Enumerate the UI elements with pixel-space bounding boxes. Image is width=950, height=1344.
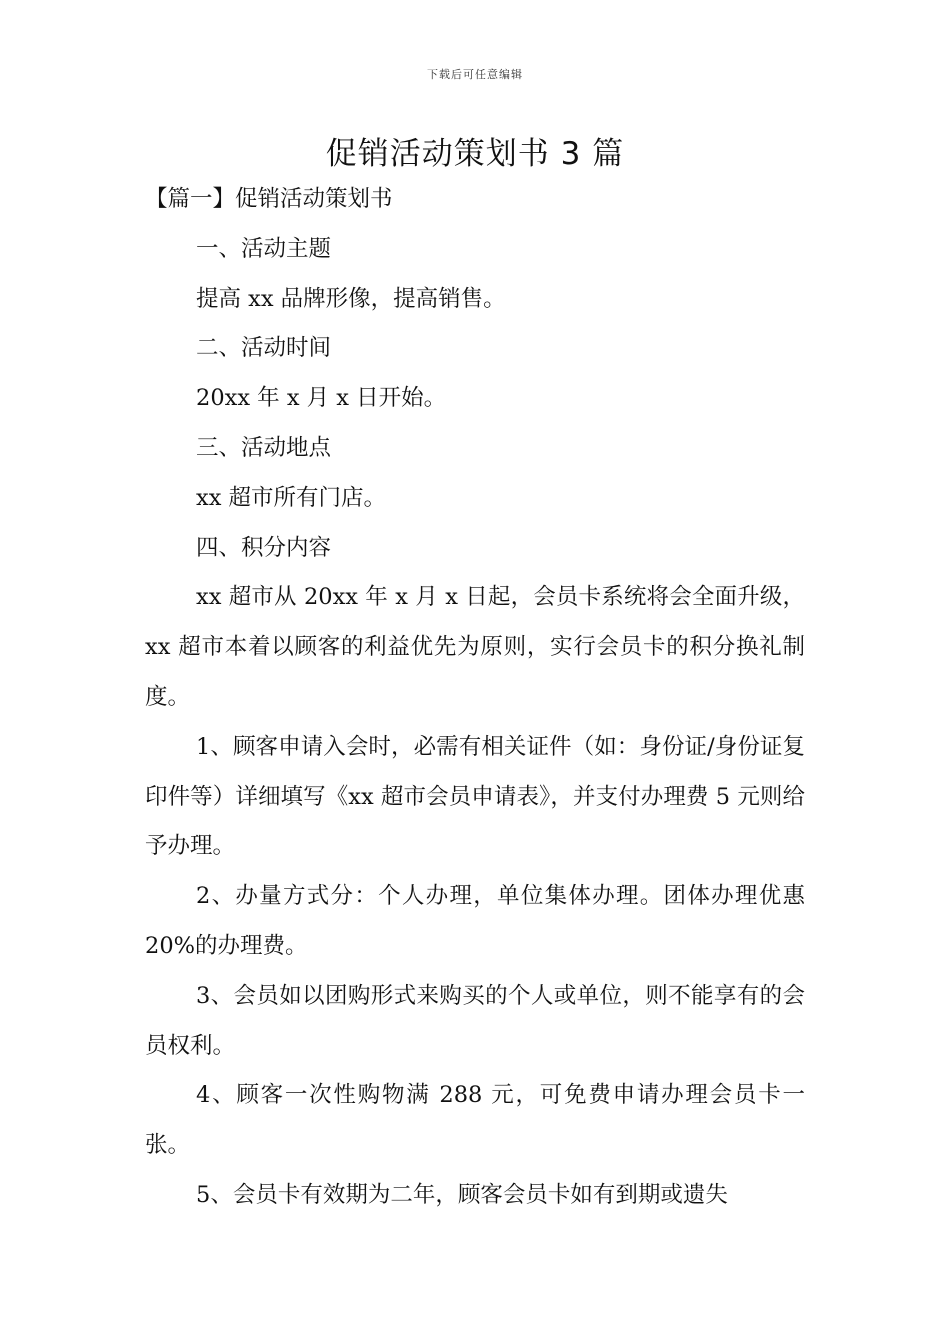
- paragraph-rule-4: 4、顾客一次性购物满 288 元，可免费申请办理会员卡一张。: [145, 1082, 805, 1159]
- paragraph-activity-time: 20xx 年 x 月 x 日开始。: [196, 385, 447, 412]
- document-body: [145, 175, 805, 1221]
- paragraph-rule-1: 1、顾客申请入会时，必需有相关证件（如：身份证/身份证复印件等）详细填写《xx 超市会员申请表》，并支付办理费 5 元则给予办理。: [145, 733, 805, 860]
- paragraph-rule-3: 3、会员如以团购形式来购买的个人或单位，则不能享有的会员权利。: [145, 982, 805, 1059]
- heading-points-content: 四、积分内容: [196, 534, 332, 561]
- paragraph-activity-location: xx 超市所有门店。: [196, 484, 387, 511]
- section-heading: 【篇一】促销活动策划书: [145, 186, 393, 212]
- header-note: 下载后可任意编辑: [427, 68, 523, 81]
- heading-activity-location: 三、活动地点: [196, 434, 332, 461]
- paragraph-activity-theme: 提高 xx 品牌形像，提高销售。: [196, 285, 506, 312]
- heading-activity-theme: 一、活动主题: [196, 235, 332, 262]
- paragraph-rule-5: 5、会员卡有效期为二年，顾客会员卡如有到期或遗失: [196, 1181, 728, 1208]
- document-title: 促销活动策划书 3 篇: [325, 136, 625, 172]
- paragraph-points-intro: xx 超市从 20xx 年 x 月 x 日起，会员卡系统将会全面升级，xx 超市本着以顾客的利益优先为原则，实行会员卡的积分换礼制度。: [145, 584, 805, 710]
- paragraph-rule-2: 2、办量方式分：个人办理，单位集体办理。团体办理优惠 20%的办理费。: [145, 883, 805, 959]
- heading-activity-time: 二、活动时间: [196, 335, 332, 362]
